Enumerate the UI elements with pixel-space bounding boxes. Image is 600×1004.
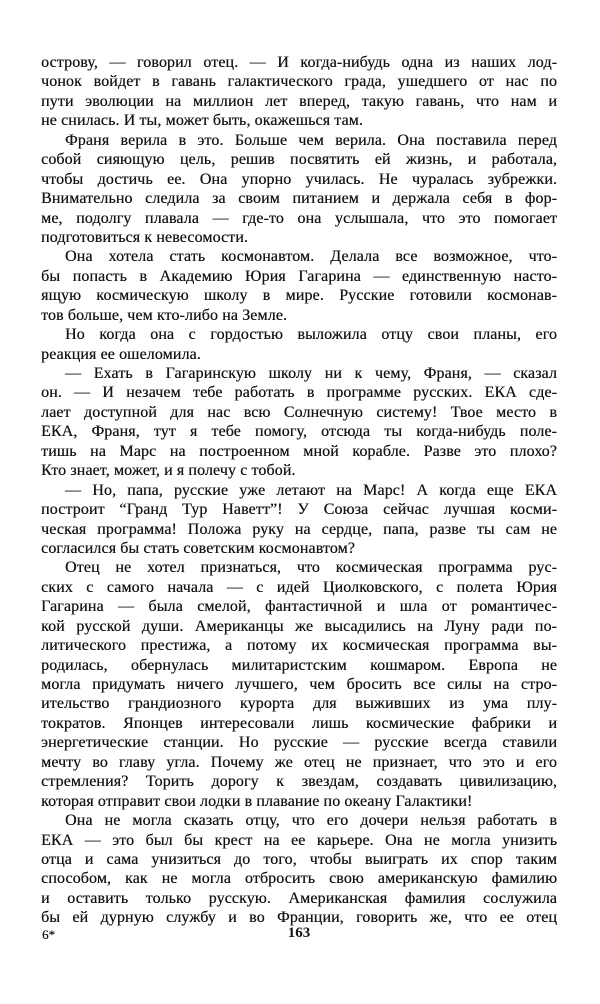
- text-line: Франя верила в это. Больше чем верила. Она поставила перед: [65, 131, 557, 149]
- text-line: бы ей дурную службу и во Франции, говорить же, что ее отец: [41, 909, 557, 927]
- text-line: и оставить только русскую. Американская фамилия сослужила: [41, 889, 557, 907]
- text-line: способом, как не могла отбросить свою американскую фамилию: [41, 870, 557, 888]
- text-line: собой сияющую цель, решив посвятить ей жизнь, и работала,: [41, 151, 557, 169]
- text-line: чонок войдет в гавань галактического града, ушедшего от нас по: [41, 73, 557, 91]
- text-line: тократов. Японцев интересовали лишь космические фабрики и: [41, 714, 557, 732]
- text-line: литического престижа, а потому их космическая программа вы-: [41, 637, 557, 655]
- text-line: ских с самого начала — с идей Циолковского, с полета Юрия: [41, 578, 557, 596]
- text-line: ящую космическую школу в мире. Русские готовили космонав-: [41, 287, 557, 305]
- text-line: пути эволюции на миллион лет вперед, такую гавань, что нам и: [41, 92, 557, 110]
- text-line: ЕКА, Франя, тут я тебе помогу, отсюда ты когда-нибудь поле-: [41, 423, 557, 441]
- text-line: ме, подолгу плавала — где-то она услышала, что это помогает: [41, 209, 557, 227]
- text-line: Гагарина — была смелой, фантастичной и шла от романтичес-: [41, 598, 557, 616]
- text-line: энергетические станции. Но русские — русские всегда ставили: [41, 734, 557, 752]
- text-line: тов больше, чем кто-либо на Земле.: [41, 306, 287, 324]
- text-line: он. — И незачем тебе работать в программе русских. ЕКА сде-: [41, 384, 557, 402]
- text-line: Но когда она с гордостью выложила отцу свои планы, его: [65, 326, 557, 344]
- text-line: чтобы достичь ее. Она упорно училась. Не чуралась зубрежки.: [41, 170, 557, 188]
- text-line: Отец не хотел признаться, что космическая программа рус-: [65, 559, 557, 577]
- paragraph: [41, 247, 557, 325]
- text-line: реакция ее ошеломила.: [41, 345, 201, 363]
- text-line: тишь на Марс на построенном мной корабле. Разве это плохо?: [41, 442, 557, 460]
- paragraph: [41, 325, 557, 364]
- text-line: — Но, папа, русские уже летают на Марс! А когда еще ЕКА: [65, 481, 557, 499]
- text-line: — Ехать в Гагаринскую школу ни к чему, Франя, — сказал: [65, 365, 557, 382]
- page-number: 163: [287, 925, 311, 941]
- text-line: ЕКА — это был бы крест на ее карьере. Она не могла унизить: [41, 831, 557, 849]
- text-line: стремления? Торить дорогу к звездам, создавать цивилизацию,: [41, 773, 557, 791]
- text-line: кой русской души. Американцы же высадились на Луну ради по-: [41, 617, 557, 635]
- text-line: родилась, обернулась милитаристским кошмаром. Европа не: [41, 656, 557, 674]
- text-line: мечту во главу угла. Почему же отец не признает, что это и его: [41, 753, 557, 771]
- text-line: согласился бы стать советским космонавтом?: [41, 539, 355, 557]
- text-line: которая отправит свои лодки в плавание по океану Галактики!: [41, 792, 473, 810]
- text-line: ческая программа! Положа руку на сердце, папа, разве ты сам не: [41, 520, 557, 538]
- text-line: острову, — говорил отец. — И когда-нибудь одна из наших лод-: [41, 54, 557, 71]
- paragraph: [41, 53, 557, 131]
- paragraph: [41, 131, 557, 248]
- text-block: [41, 53, 557, 928]
- text-line: подготовиться к невесомости.: [41, 228, 249, 246]
- text-line: лает доступной для нас всю Солнечную систему! Твое место в: [41, 403, 557, 421]
- paragraph: [41, 481, 557, 559]
- text-line: не снилась. И ты, может быть, окажешься там.: [41, 112, 363, 130]
- text-line: Внимательно следила за своим питанием и держала себя в фор-: [41, 190, 557, 208]
- text-line: Она не могла сказать отцу, что его дочери нельзя работать в: [65, 812, 557, 830]
- paragraph: [41, 558, 557, 811]
- print-signature-mark: 6*: [42, 927, 55, 942]
- text-line: бы попасть в Академию Юрия Гагарина — единственную насто-: [41, 267, 557, 285]
- text-line: могла придумать ничего лучшего, чем бросить все силы на стро-: [41, 676, 557, 693]
- text-line: Она хотела стать космонавтом. Делала все возможное, что-: [65, 248, 557, 266]
- text-line: ительство грандиозного курорта для выживших из ума плу-: [41, 695, 557, 713]
- text-line: отца и сама унизиться до того, чтобы выиграть их спор таким: [41, 850, 557, 868]
- text-line: построит “Гранд Тур Наветт”! У Союза сейчас лучшая косми-: [41, 501, 557, 519]
- paragraph: [41, 811, 557, 928]
- paragraph: [41, 364, 557, 481]
- text-line: Кто знает, может, и я полечу с тобой.: [41, 462, 296, 480]
